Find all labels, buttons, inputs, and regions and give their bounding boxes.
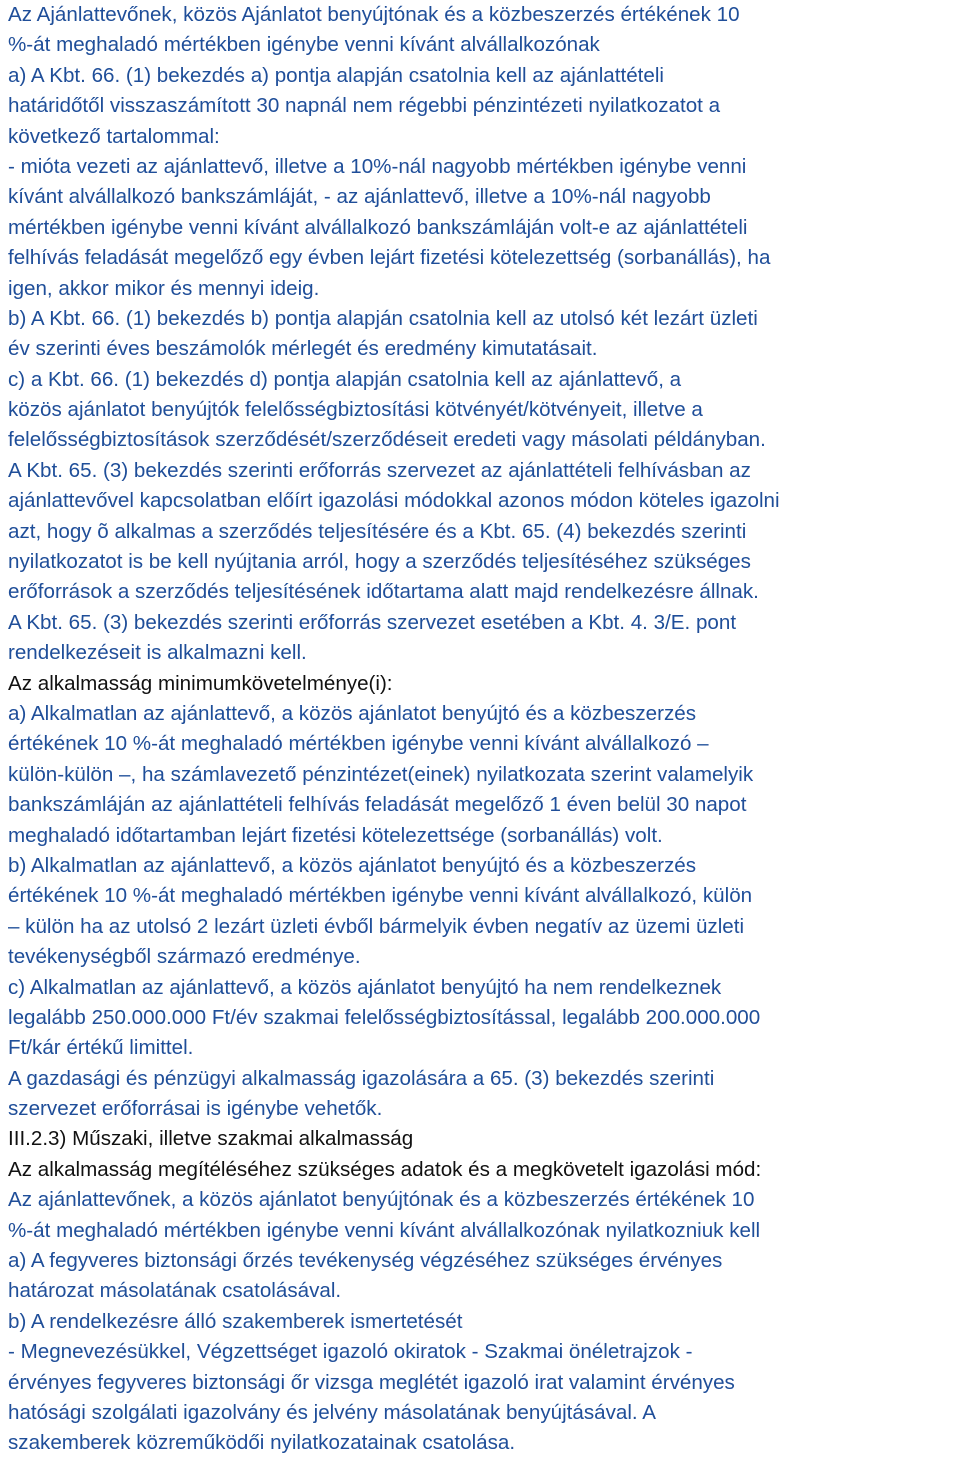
text-line: legalább 250.000.000 Ft/év szakmai felelősségbiztosítással, legalább 200.000.000 <box>8 1005 761 1029</box>
text-line: b) A Kbt. 66. (1) bekezdés b) pontja alapján csatolnia kell az utolsó két lezárt üzleti <box>8 306 758 330</box>
text-line: Ft/kár értékű limittel. <box>8 1036 194 1060</box>
text-line: határozat másolatának csatolásával. <box>8 1279 342 1303</box>
text-line: hatósági szolgálati igazolvány és jelvény másolatának benyújtásával. A <box>8 1400 656 1424</box>
text-line: következő tartalommal: <box>8 124 220 148</box>
text-line: rendelkezéseit is alkalmazni kell. <box>8 641 307 665</box>
text-line: - mióta vezeti az ajánlattevő, illetve a 10%-nál nagyobb mértékben igénybe venni <box>8 154 747 178</box>
text-line: azt, hogy õ alkalmas a szerződés teljesítésére és a Kbt. 65. (4) bekezdés szerinti <box>8 519 747 543</box>
text-line: felelősségbiztosítások szerződését/szerződéseit eredeti vagy másolati példányban. <box>8 428 766 452</box>
text-line: szakemberek közreműködői nyilatkozatainak csatolása. <box>8 1431 516 1455</box>
text-line: közös ajánlatot benyújtók felelősségbiztosítási kötvényét/kötvényeit, illetve a <box>8 398 703 422</box>
text-line: meghaladó időtartamban lejárt fizetési kötelezettsége (sorbanállás) volt. <box>8 823 663 847</box>
text-line: felhívás feladását megelőző egy évben lejárt fizetési kötelezettség (sorbanállás), ha <box>8 246 771 270</box>
text-line: c) a Kbt. 66. (1) bekezdés d) pontja alapján csatolnia kell az ajánlattevő, a <box>8 367 682 391</box>
text-line: A Kbt. 65. (3) bekezdés szerinti erőforrás szervezet esetében a Kbt. 4. 3/E. pont <box>8 610 737 634</box>
text-line: nyilatkozatot is be kell nyújtania arról, hogy a szerződés teljesítéséhez szükséges <box>8 550 751 574</box>
text-line: %-át meghaladó mértékben igénybe venni kívánt alvállalkozónak nyilatkozniuk kell <box>8 1218 761 1242</box>
text-line: A Kbt. 65. (3) bekezdés szerinti erőforrás szervezet az ajánlattételi felhívásban az <box>8 458 751 482</box>
text-line: értékének 10 %-át meghaladó mértékben igénybe venni kívánt alvállalkozó, külön <box>8 884 753 908</box>
text-line: – külön ha az utolsó 2 lezárt üzleti évből bármelyik évben negatív az üzemi üzleti <box>8 914 745 938</box>
text-line: külön-külön –, ha számlavezető pénzintézet(einek) nyilatkozata szerint valamelyik <box>8 762 754 786</box>
text-line: értékének 10 %-át meghaladó mértékben igénybe venni kívánt alvállalkozó – <box>8 732 709 756</box>
text-line: mértékben igénybe venni kívánt alvállalkozó bankszámláján volt-e az ajánlattételi <box>8 215 748 239</box>
text-line: Az alkalmasság minimumkövetelménye(i): <box>8 671 393 695</box>
text-line: ajánlattevővel kapcsolatban előírt igazolási módokkal azonos módon köteles igazolni <box>8 489 780 513</box>
text-line: igen, akkor mikor és mennyi ideig. <box>8 276 320 300</box>
text-line: kívánt alvállalkozó bankszámláját, - az ajánlattevő, illetve a 10%-nál nagyobb <box>8 185 711 209</box>
text-line: Az ajánlattevőnek, a közös ajánlatot benyújtónak és a közbeszerzés értékének 10 <box>8 1188 755 1212</box>
text-line: b) Alkalmatlan az ajánlattevő, a közös ajánlatot benyújtó és a közbeszerzés <box>8 853 696 877</box>
text-line: a) A fegyveres biztonsági őrzés tevékenység végzéséhez szükséges érvényes <box>8 1249 723 1273</box>
text-line: érvényes fegyveres biztonsági őr vizsga meglétét igazoló irat valamint érvényes <box>8 1370 735 1394</box>
text-line: A gazdasági és pénzügyi alkalmasság igazolására a 65. (3) bekezdés szerinti <box>8 1066 715 1090</box>
text-line: erőforrások a szerződés teljesítésének időtartama alatt majd rendelkezésre állnak. <box>8 580 759 604</box>
text-line: szervezet erőforrásai is igénybe vehetők. <box>8 1097 383 1121</box>
text-line: c) Alkalmatlan az ajánlattevő, a közös ajánlatot benyújtó ha nem rendelkeznek <box>8 975 722 999</box>
text-line: tevékenységből származó eredménye. <box>8 945 361 969</box>
text-line: - Megnevezésükkel, Végzettséget igazoló okiratok - Szakmai önéletrajzok - <box>8 1340 693 1364</box>
text-line: a) Alkalmatlan az ajánlattevő, a közös ajánlatot benyújtó és a közbeszerzés <box>8 701 696 725</box>
text-line: bankszámláján az ajánlattételi felhívás feladását megelőző 1 éven belül 30 napot <box>8 793 747 817</box>
text-line: III.2.3) Műszaki, illetve szakmai alkalmasság <box>8 1127 414 1151</box>
text-line: Az alkalmasság megítéléséhez szükséges adatok és a megkövetelt igazolási mód: <box>8 1157 762 1181</box>
text-line: Az Ajánlattevőnek, közös Ajánlatot benyújtónak és a közbeszerzés értékének 10 <box>8 3 740 26</box>
text-line: a) A Kbt. 66. (1) bekezdés a) pontja alapján csatolnia kell az ajánlattételi <box>8 63 664 87</box>
text-line: %-át meghaladó mértékben igénybe venni kívánt alvállalkozónak <box>8 33 600 57</box>
text-line: határidőtől visszaszámított 30 napnál nem régebbi pénzintézeti nyilatkozatot a <box>8 94 721 118</box>
text-line: b) A rendelkezésre álló szakemberek ismertetését <box>8 1309 463 1333</box>
text-line: év szerinti éves beszámolók mérlegét és eredmény kimutatásait. <box>8 337 598 361</box>
